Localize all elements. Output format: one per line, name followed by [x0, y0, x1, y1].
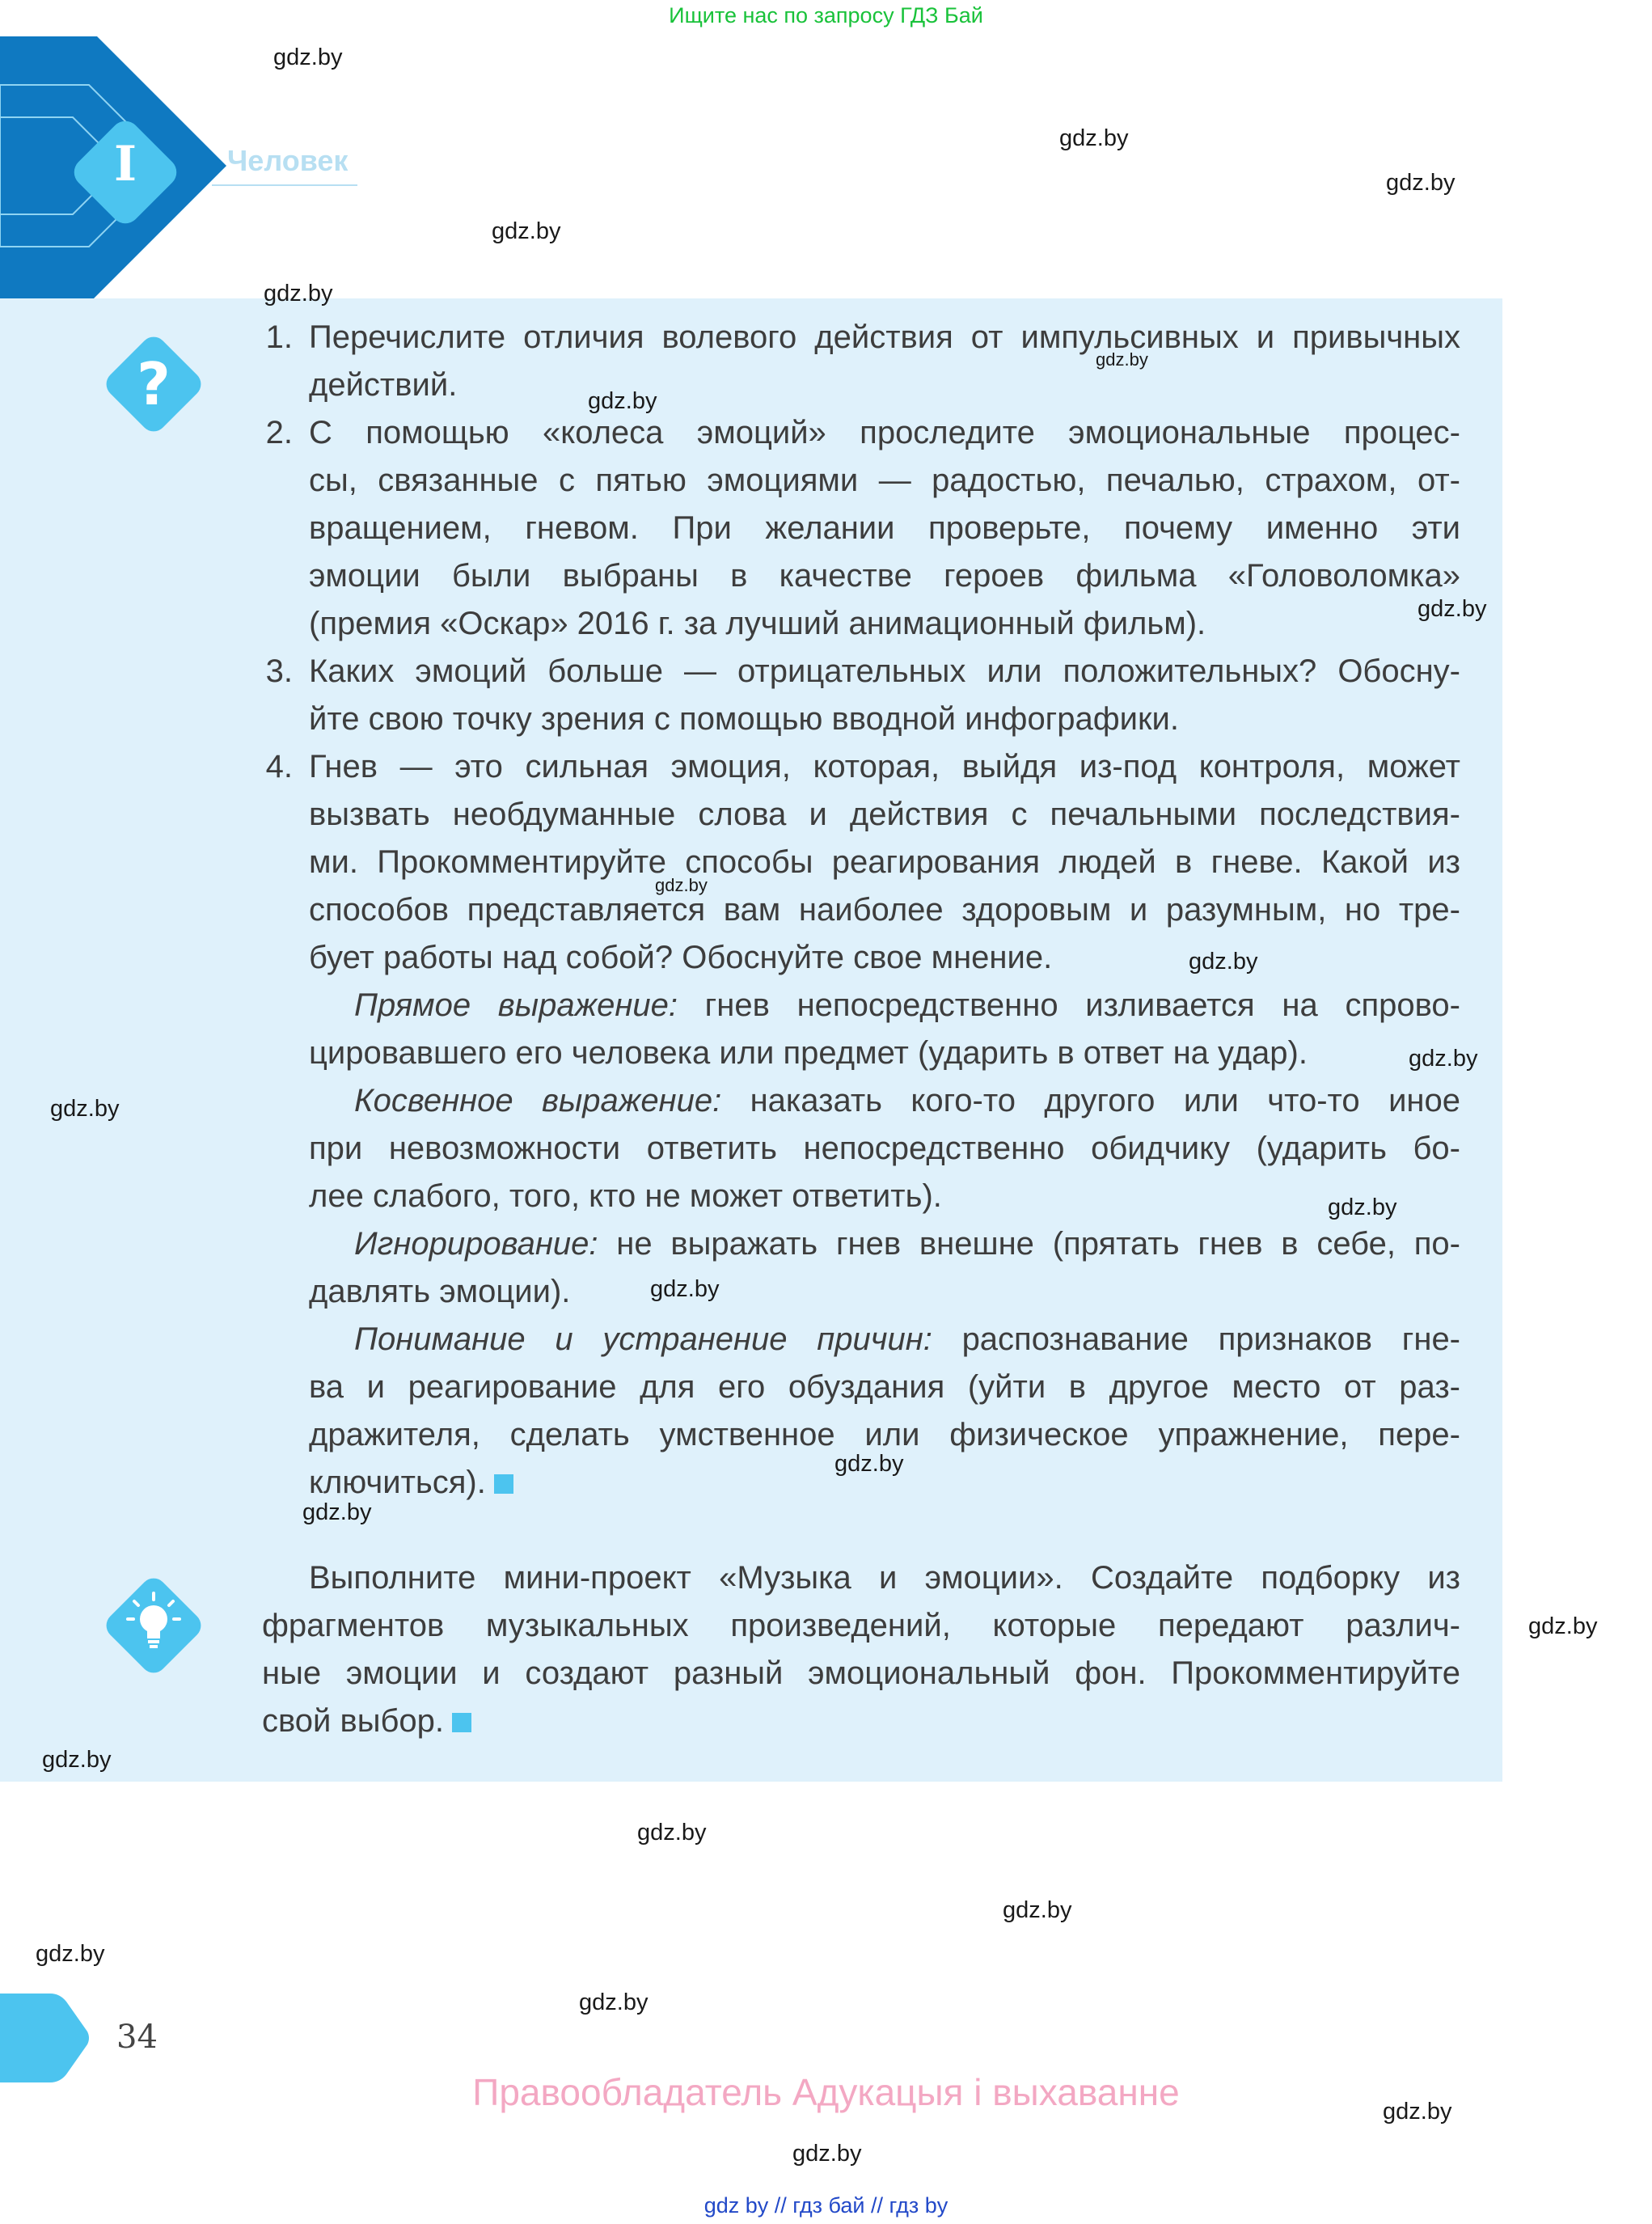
watermark: gdz.by: [1418, 596, 1487, 622]
question-line: Перечислите отличия волевого действия от импульсивных и привычных: [309, 319, 1460, 355]
anger-way-line: цировавшего его человека или предмет (ударить в ответ на удар).: [309, 1035, 1308, 1071]
question-line: Каких эмоций больше — отрицательных или положительных? Обосну-: [309, 653, 1460, 689]
anger-way-line: давлять эмоции).: [309, 1274, 571, 1309]
question-line: бует работы над собой? Обоснуйте свое мнение.: [309, 940, 1053, 975]
question-line: С помощью «колеса эмоций» проследите эмоциональные процес-: [309, 415, 1460, 450]
watermark: gdz.by: [579, 1989, 649, 2015]
watermark: gdz.by: [302, 1499, 372, 1525]
watermark: gdz.by: [637, 1820, 707, 1846]
watermark: gdz.by: [1409, 1046, 1478, 1072]
anger-way-line: Косвенное выражение: наказать кого-то другого или что-то иное: [354, 1083, 1461, 1118]
watermark: gdz.by: [1003, 1897, 1072, 1923]
anger-way-term: Косвенное выражение:: [354, 1083, 722, 1118]
lightbulb-icon: [89, 1561, 218, 1690]
project-line: Выполните мини-проект «Музыка и эмоции». Создайте подборку из: [309, 1560, 1460, 1596]
watermark: gdz.by: [655, 875, 708, 895]
watermark: gdz.by: [1386, 170, 1456, 196]
question-number: 1.: [265, 319, 293, 355]
question-line: вызвать необдуманные слова и действия с печальными последствия-: [309, 797, 1460, 832]
watermark: gdz.by: [264, 281, 333, 307]
watermark: gdz.by: [1328, 1194, 1397, 1220]
chapter-title: Человек: [227, 144, 349, 177]
question-line: вращением, гневом. При желании проверьте, почему именно эти: [309, 510, 1460, 546]
question-number: 2.: [265, 415, 293, 450]
anger-way-line: Игнорирование: не выражать гнев внешне (прятать гнев в себе, по-: [354, 1226, 1460, 1262]
question-line: действий.: [309, 367, 458, 403]
watermark: gdz.by: [792, 2141, 862, 2167]
question-icon: [89, 319, 218, 449]
watermark: gdz.by: [1528, 1613, 1598, 1639]
end-square-icon: [452, 1713, 471, 1732]
watermark: gdz.by: [42, 1747, 112, 1773]
project-line: фрагментов музыкальных произведений, которые передают различ-: [262, 1608, 1460, 1643]
rights-holder: Правообладатель Адукацыя і выхаванне: [472, 2071, 1180, 2113]
question-line: йте свою точку зрения с помощью вводной инфографики.: [309, 701, 1179, 737]
question-line: сы, связанные с пятью эмоциями — радостью, печалью, страхом, от-: [309, 463, 1460, 498]
watermark: gdz.by: [650, 1276, 720, 1302]
anger-way-line: ключиться).: [309, 1459, 513, 1507]
watermark: gdz.by: [273, 44, 343, 70]
watermark: gdz.by: [1059, 125, 1129, 151]
project-line: свой выбор.: [262, 1698, 471, 1745]
question-number: 3.: [265, 653, 293, 689]
anger-way-line: ва и реагирование для его обуздания (уйти в другое место от раз-: [309, 1369, 1460, 1405]
top-banner[interactable]: Ищите нас по запросу ГДЗ Бай: [669, 3, 983, 27]
watermark: gdz.by: [36, 1941, 105, 1967]
project-line: ные эмоции и создают разный эмоциональный фон. Прокомментируйте: [262, 1655, 1460, 1691]
anger-way-term: Прямое выражение:: [354, 987, 678, 1023]
question-number: 4.: [265, 749, 293, 784]
question-line: эмоции были выбраны в качестве героев фильма «Головоломка»: [309, 558, 1460, 594]
chapter-underline: [212, 184, 357, 186]
anger-way-line: Понимание и устранение причин: распознавание признаков гне-: [354, 1321, 1461, 1357]
end-square-icon: [494, 1474, 513, 1494]
anger-way-term: Понимание и устранение причин:: [354, 1321, 932, 1357]
page-tab: [0, 1994, 91, 2082]
question-line: Гнев — это сильная эмоция, которая, выйдя из-под контроля, может: [309, 749, 1460, 784]
footer-links[interactable]: gdz by // гдз бай // гдз by: [703, 2193, 949, 2218]
watermark: gdz.by: [1096, 349, 1148, 370]
watermark: gdz.by: [1383, 2099, 1452, 2125]
svg-text:?: ?: [137, 350, 171, 418]
anger-way-line: дражителя, сделать умственное или физическое упражнение, пере-: [309, 1417, 1460, 1452]
anger-way-term: Игнорирование:: [354, 1226, 598, 1262]
watermark: gdz.by: [50, 1096, 120, 1122]
watermark: gdz.by: [1189, 949, 1258, 975]
chapter-numeral: I: [113, 136, 137, 192]
question-line: ми. Прокомментируйте способы реагирования людей в гневе. Какой из: [309, 844, 1460, 880]
watermark: gdz.by: [834, 1451, 904, 1477]
question-line: (премия «Оскар» 2016 г. за лучший анимационный фильм).: [309, 606, 1206, 641]
watermark: gdz.by: [492, 218, 561, 244]
anger-way-line: лее слабого, того, кто не может ответить).: [309, 1178, 942, 1214]
page-number: 34: [116, 2019, 158, 2056]
anger-way-line: Прямое выражение: гнев непосредственно изливается на спрово-: [354, 987, 1460, 1023]
watermark: gdz.by: [588, 388, 657, 414]
anger-way-line: при невозможности ответить непосредственно обидчику (ударить бо-: [309, 1131, 1460, 1166]
question-line: способов представляется вам наиболее здоровым и разумным, но тре-: [309, 892, 1460, 928]
